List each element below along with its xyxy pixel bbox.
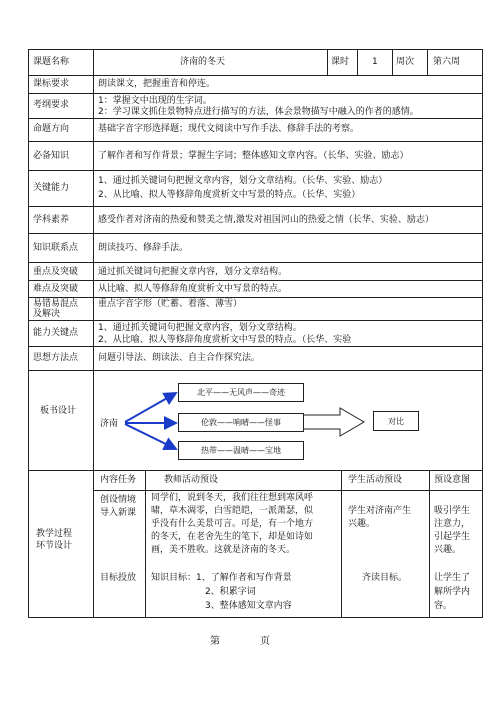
- teacher1-line: 的冬天，在老舍先生的笔下，却是如诗如: [151, 532, 314, 542]
- page-footer-right: 页: [260, 636, 270, 647]
- teacher1-line: 乎没有什么美景可言。可是，有一个地方: [151, 519, 314, 529]
- student2-value: 齐读目标。: [362, 573, 408, 583]
- ability-line-2: 2、从比喻、拟人等修辞角度赏析文中写景的特点。（长华、实验）: [98, 190, 361, 200]
- hours-label: 课时: [331, 57, 350, 67]
- hollow-arrow-icon: [302, 408, 364, 436]
- direction-value: 基础字音字形选择题；现代文阅读中写作手法、修辞手法的考察。: [98, 124, 360, 134]
- teacher2-line-1: 知识目标：1、了解作者和写作背景: [151, 573, 292, 583]
- teacher1-line: 啸，草木凋零，白雪皑皑，一派萧瑟，似: [151, 506, 314, 516]
- teacher2-line-2: 2、积累字词: [205, 587, 256, 597]
- task1-line-1: 创设情境: [100, 495, 137, 505]
- exam-line-2: 2：学习课文抓住景物特点进行描写的方法，体会景物描写中融入的作者的感情。: [98, 107, 419, 117]
- col-teacher-activity: 教师活动预设: [164, 475, 219, 485]
- intent1-line: 注意力，: [434, 519, 471, 529]
- ability2-label: 能力关键点: [33, 328, 79, 338]
- board-design-label: 板书设计: [40, 406, 77, 416]
- col-content-task: 内容任务: [100, 475, 137, 485]
- col-student-activity: 学生活动预设: [348, 475, 403, 485]
- board-branch-3: 热带——温晴——宝地: [178, 441, 304, 460]
- method-value: 问题引导法、朗读法、自主合作探究法。: [98, 353, 261, 363]
- ability2-line-1: 1、通过抓关键词句把握文章内容，划分文章结构。: [98, 323, 302, 333]
- intent1-line: 引起学生: [434, 532, 471, 542]
- board-result: 对比: [373, 411, 419, 431]
- direction-label: 命题方向: [33, 124, 70, 134]
- prereq-label: 必备知识: [33, 151, 70, 161]
- intent2-line: 容。: [434, 601, 453, 611]
- col-intent: 预设意图: [434, 475, 471, 485]
- exam-label: 考纲要求: [33, 100, 70, 110]
- intent1-line: 兴趣。: [434, 545, 462, 555]
- intent2-line: 让学生了: [434, 573, 471, 583]
- knowledge-value: 朗读技巧、修辞手法。: [98, 243, 189, 253]
- method-label: 思想方法点: [33, 353, 79, 363]
- task2-label: 目标投放: [100, 573, 137, 583]
- error-label-2: 及解决: [33, 309, 61, 319]
- difficulty-label: 难点及突破: [33, 284, 79, 294]
- student1-line-1: 学生对济南产生: [348, 506, 412, 516]
- error-label-1: 易错易混点: [33, 299, 79, 309]
- page-footer-left: 第: [210, 636, 220, 647]
- board-branch-1: 北平——无风声——奇迹: [178, 383, 304, 402]
- process-label-1: 教学过程: [36, 529, 73, 539]
- course-name-value: 济南的冬天: [180, 57, 226, 67]
- task1-line-2: 导入新课: [100, 508, 137, 518]
- difficulty-value: 从比喻、拟人等修辞角度赏析文中写景的特点。: [98, 284, 288, 294]
- prereq-value: 了解作者和写作背景；掌握生字词；整体感知文章内容。（长华、实验、励志）: [98, 151, 409, 161]
- teacher1-line: 同学们，说到冬天，我们往往想到寒风呼: [151, 493, 314, 503]
- board-root: 济南: [100, 419, 119, 429]
- ability2-line-2: 2、从比喻、拟人等修辞角度赏析文中写景的特点。（长华、实验: [98, 335, 352, 345]
- error-value: 重点字音字形（贮蓄、着落、薄雪）: [98, 299, 243, 309]
- literacy-value: 感受作者对济南的热爱和赞美之情,激发对祖国河山的热爱之情（长华、实验、励志）: [98, 215, 434, 225]
- exam-line-1: 1：掌握文中出现的生字词。: [98, 96, 212, 106]
- board-branch-2: 伦敦——响晴——怪事: [178, 413, 304, 432]
- week-value: 第六周: [433, 57, 461, 67]
- intent1-line: 吸引学生: [434, 506, 471, 516]
- standard-label: 课标要求: [33, 79, 70, 89]
- process-label-2: 环节设计: [36, 541, 73, 551]
- teacher1-line: 画，美不胜收。这就是济南的冬天。: [151, 545, 296, 555]
- ability-line-1: 1、通过抓关键词句把握文章内容，划分文章结构。（长华、实验、励志）: [98, 176, 388, 186]
- key-point-label: 重点及突破: [33, 267, 79, 277]
- student1-line-2: 兴趣。: [348, 519, 376, 529]
- standard-value: 朗读课文，把握重音和停连。: [98, 79, 216, 89]
- course-name-label: 课题名称: [33, 57, 70, 67]
- ability-label: 关键能力: [33, 183, 70, 193]
- arrow-to-branch-1: [125, 393, 176, 422]
- knowledge-label: 知识联系点: [33, 243, 79, 253]
- literacy-label: 学科素养: [33, 215, 70, 225]
- key-point-value: 通过抓关键词句把握文章内容，划分文章结构。: [98, 267, 288, 277]
- arrow-to-branch-3: [125, 424, 176, 449]
- hours-value: 1: [372, 57, 378, 67]
- intent2-line: 解所学内: [434, 587, 471, 597]
- teacher2-line-3: 3、整体感知文章内容: [205, 601, 292, 611]
- week-label: 周次: [396, 57, 415, 67]
